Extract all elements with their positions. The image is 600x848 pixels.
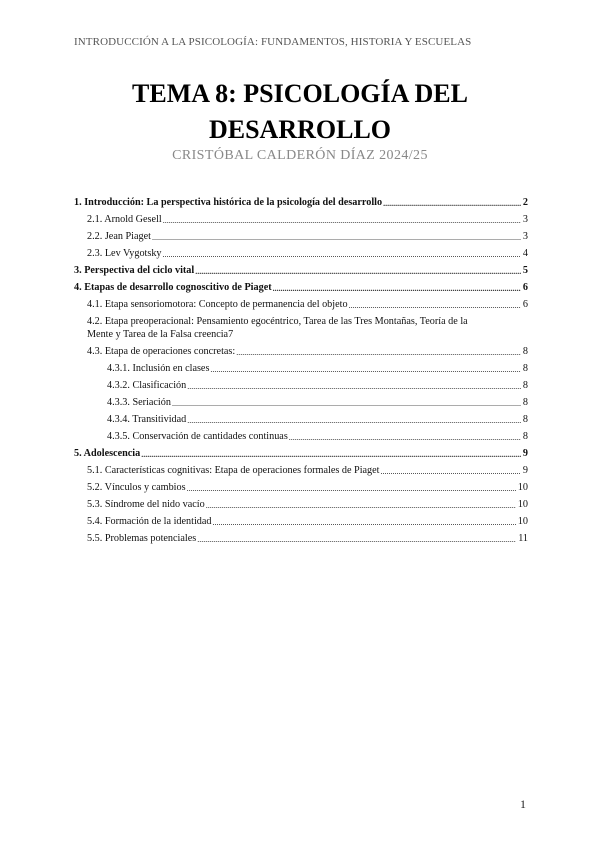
dot-leader [210, 364, 520, 375]
toc-entry-text[interactable]: 5. Adolescencia [74, 448, 141, 459]
toc-entry-text[interactable]: 4.3.3. Seriación [107, 397, 171, 408]
toc-entry-text[interactable]: 4.3.4. Transitividad [107, 414, 187, 425]
toc-page-number: 7 [228, 329, 234, 340]
toc-page-number: 8 [522, 380, 528, 391]
dot-leader [383, 198, 521, 209]
toc-entry-text[interactable]: 4.1. Etapa sensoriomotora: Concepto de permanencia del objeto [87, 299, 348, 310]
toc-entry-4-2[interactable] [74, 315, 528, 341]
toc-entry-text-line-2[interactable]: Mente y Tarea de la Falsa creencia [87, 329, 229, 340]
toc-entry-4-3-3[interactable] [74, 396, 528, 409]
author-subtitle: CRISTÓBAL CALDERÓN DÍAZ 2024/25 [172, 148, 428, 163]
toc-entry-text[interactable]: 1. Introducción: La perspectiva histórica de la psicología del desarrollo [74, 197, 383, 208]
toc-entry-text[interactable]: 5.1. Características cognitivas: Etapa de operaciones formales de Piaget [87, 465, 380, 476]
toc-entry-5-3[interactable] [74, 498, 528, 511]
toc-entry-4[interactable] [74, 281, 528, 294]
dot-leader [197, 534, 516, 545]
toc-page-number: 3 [522, 214, 528, 225]
dot-leader [236, 347, 521, 358]
toc-entry-3[interactable] [74, 264, 528, 277]
toc-page-number: 6 [522, 282, 528, 293]
dot-leader [172, 398, 521, 409]
toc-entry-5[interactable] [74, 447, 528, 460]
toc-entry-text[interactable]: 2.3. Lev Vygotsky [87, 248, 162, 259]
toc-page-number: 5 [522, 265, 528, 276]
toc-page-number: 9 [522, 465, 528, 476]
dot-leader [195, 266, 521, 277]
toc-page-number: 8 [522, 346, 528, 357]
toc-page-number: 8 [522, 397, 528, 408]
toc-entry-text[interactable]: 4.3.2. Clasificación [107, 380, 187, 391]
dot-leader [141, 449, 521, 460]
toc-entry-5-2[interactable] [74, 481, 528, 494]
toc-page-number: 3 [522, 231, 528, 242]
toc-page-number: 10 [517, 516, 528, 527]
toc-page-number: 2 [522, 197, 528, 208]
toc-page-number: 8 [522, 363, 528, 374]
toc-entry-4-3-2[interactable] [74, 379, 528, 392]
toc-entry-4-3[interactable] [74, 345, 528, 358]
toc-entry-1[interactable] [74, 196, 528, 209]
toc-entry-2-2[interactable] [74, 230, 528, 243]
toc-page-number: 11 [518, 533, 528, 544]
toc-entry-text[interactable]: 4.3.1. Inclusión en clases [107, 363, 210, 374]
dot-leader [349, 300, 521, 311]
page-number: 1 [520, 797, 526, 811]
toc-page-number: 6 [522, 299, 528, 310]
toc-entry-5-1[interactable] [74, 464, 528, 477]
table-of-contents [74, 196, 528, 549]
toc-entry-text[interactable]: 2.2. Jean Piaget [87, 231, 151, 242]
running-header: INTRODUCCIÓN A LA PSICOLOGÍA: FUNDAMENTOS, HISTORIA Y ESCUELAS [74, 36, 472, 48]
toc-entry-text[interactable]: 4.3.5. Conservación de cantidades continuas [107, 431, 288, 442]
dot-leader [212, 517, 515, 528]
toc-page-number: 8 [522, 431, 528, 442]
toc-entry-text-line-1[interactable]: 4.2. Etapa preoperacional: Pensamiento egocéntrico, Tarea de las Tres Montañas, Teoría de la [87, 316, 468, 327]
dot-leader [187, 381, 521, 392]
dot-leader [187, 483, 516, 494]
dot-leader [187, 415, 521, 426]
dot-leader [163, 215, 521, 226]
title-line-1: TEMA 8: PSICOLOGÍA DEL [132, 79, 468, 108]
toc-page-number: 9 [522, 448, 528, 459]
toc-entry-text[interactable]: 5.3. Síndrome del nido vacío [87, 499, 205, 510]
dot-leader [206, 500, 516, 511]
toc-entry-text[interactable]: 2.1. Arnold Gesell [87, 214, 162, 225]
dot-leader [163, 249, 521, 260]
toc-entry-text[interactable]: 5.5. Problemas potenciales [87, 533, 197, 544]
toc-entry-4-3-1[interactable] [74, 362, 528, 375]
toc-entry-text[interactable]: 5.2. Vínculos y cambios [87, 482, 186, 493]
toc-entry-5-5[interactable] [74, 532, 528, 545]
dot-leader [289, 432, 521, 443]
toc-entry-4-3-4[interactable] [74, 413, 528, 426]
toc-page-number: 8 [522, 414, 528, 425]
toc-entry-4-1[interactable] [74, 298, 528, 311]
toc-entry-text[interactable]: 3. Perspectiva del ciclo vital [74, 265, 195, 276]
dot-leader [152, 232, 521, 243]
toc-page-number: 10 [517, 482, 528, 493]
toc-page-number: 4 [522, 248, 528, 259]
toc-entry-4-3-5[interactable] [74, 430, 528, 443]
toc-page-number: 10 [517, 499, 528, 510]
dot-leader [273, 283, 521, 294]
toc-entry-2-3[interactable] [74, 247, 528, 260]
dot-leader [381, 466, 521, 477]
toc-entry-text[interactable]: 4. Etapas de desarrollo cognoscitivo de Piaget [74, 282, 272, 293]
toc-entry-5-4[interactable] [74, 515, 528, 528]
document-title [0, 76, 600, 148]
toc-entry-text[interactable]: 5.4. Formación de la identidad [87, 516, 212, 527]
title-line-2: DESARROLLO [208, 115, 392, 144]
toc-entry-2-1[interactable] [74, 213, 528, 226]
toc-entry-text[interactable]: 4.3. Etapa de operaciones concretas: [87, 346, 236, 357]
